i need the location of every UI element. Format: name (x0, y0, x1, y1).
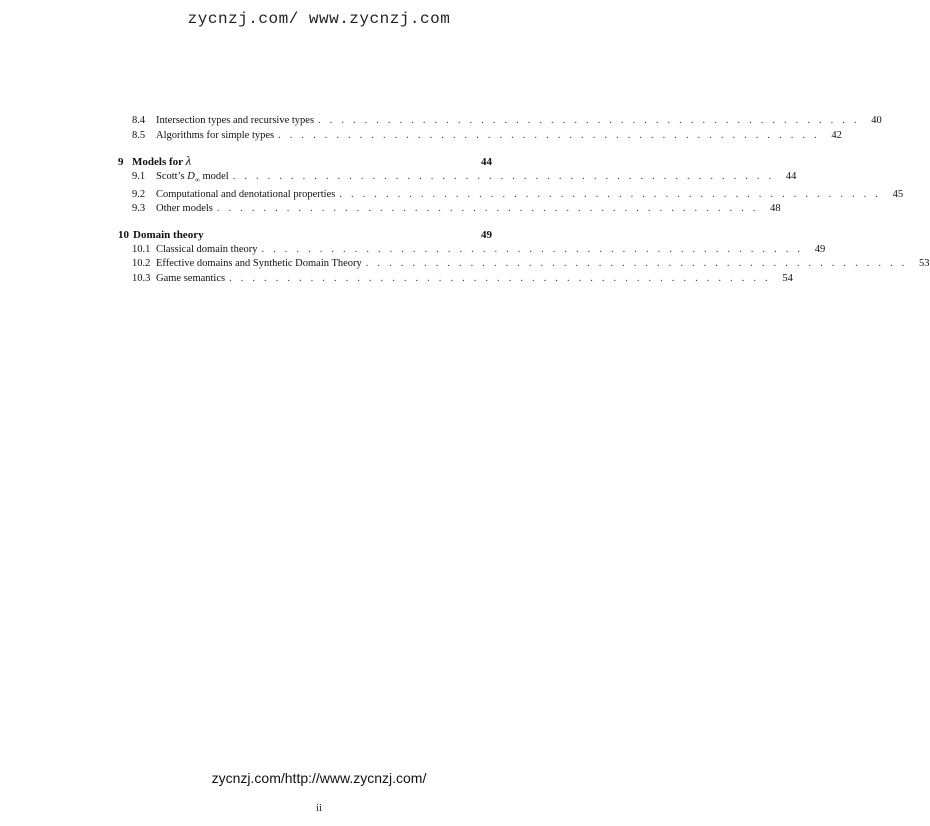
page-number: ii (316, 803, 322, 814)
toc-entry-10-3[interactable] (118, 272, 793, 287)
toc-entry-9-1[interactable] (118, 170, 797, 188)
toc-entry-9-2[interactable] (118, 188, 904, 203)
table-of-contents (118, 114, 930, 286)
toc-entry-page: 48 (770, 203, 781, 215)
toc-entry-9-3[interactable] (118, 202, 781, 217)
math-infinity: ∞ (194, 176, 200, 185)
chapter-number: 9 (118, 156, 124, 168)
chapter-title: Domain theory (133, 228, 204, 241)
toc-entry-title: Effective domains and Synthetic Domain Theory (156, 258, 362, 270)
toc-chapter-10[interactable] (118, 228, 492, 243)
toc-entry-title: Algorithms for simple types (156, 129, 275, 141)
chapter-page: 49 (481, 228, 492, 241)
toc-entry-page: 44 (785, 171, 797, 182)
toc-entry-number: 10.1 (132, 243, 151, 255)
dot-leader: . . . . . . . . . . . . . . . . . . . . . . . . . . . . . . . . . . . . . . . . . . . . . . . (232, 171, 775, 182)
toc-entry-number: 9.2 (132, 188, 146, 200)
toc-entry-title (156, 170, 233, 188)
title-prefix: Scott’s (156, 171, 188, 182)
toc-entry-number: 10.2 (132, 258, 151, 270)
header-watermark: zycnzj.com/ www.zycnzj.com (187, 10, 451, 28)
footer-watermark: zycnzj.com/http://www.zycnzj.com/ (211, 770, 427, 786)
toc-entry-page: 42 (831, 129, 842, 141)
toc-entry-number: 8.5 (132, 129, 146, 141)
dot-leader: . . . . . . . . . . . . . . . . . . . . . . . . . . . . . . . . . . . . . . . . . . . . . . . (216, 203, 759, 215)
toc-entry-title: Intersection types and recursive types (156, 115, 315, 126)
chapter-page: 44 (481, 156, 492, 168)
toc-entry-page: 54 (782, 272, 793, 284)
toc-chapter-9[interactable] (118, 153, 492, 170)
toc-entry-title: Computational and denotational properties (156, 188, 336, 200)
toc-entry-page: 49 (814, 243, 826, 255)
dot-leader: . . . . . . . . . . . . . . . . . . . . . . . . . . . . . . . . . . . . . . . . . . . . . . . (278, 129, 820, 141)
toc-entry-number: 10.3 (132, 272, 151, 284)
lambda-symbol: λ (185, 153, 192, 168)
toc-entry-8-4[interactable] (118, 114, 882, 129)
toc-entry-title: Game semantics (156, 272, 226, 284)
toc-entry-10-2[interactable] (118, 257, 930, 272)
dot-leader: . . . . . . . . . . . . . . . . . . . . . . . . . . . . . . . . . . . . . . . . . . . . . . . (318, 115, 860, 126)
chapter-number: 10 (118, 228, 129, 241)
title-suffix: model (199, 171, 229, 182)
toc-entry-title: Other models (156, 203, 213, 215)
toc-entry-page: 45 (892, 188, 904, 200)
dot-leader: . . . . . . . . . . . . . . . . . . . . . . . . . . . . . . . . . . . . . . . . . . . . . . . (365, 258, 908, 270)
dot-leader: . . . . . . . . . . . . . . . . . . . . . . . . . . . . . . . . . . . . . . . . . . . . . . . (229, 272, 771, 284)
dot-leader: . . . . . . . . . . . . . . . . . . . . . . . . . . . . . . . . . . . . . . . . . . . . . . . (339, 188, 882, 200)
toc-entry-page: 40 (871, 115, 882, 126)
dot-leader: . . . . . . . . . . . . . . . . . . . . . . . . . . . . . . . . . . . . . . . . . . . . . . . (261, 243, 804, 255)
toc-entry-8-5[interactable] (118, 129, 842, 144)
toc-entry-number: 9.1 (132, 171, 146, 182)
toc-entry-title: Classical domain theory (156, 243, 258, 255)
toc-entry-number: 9.3 (132, 203, 146, 215)
chapter-title-text: Models for (132, 156, 186, 168)
toc-entry-page: 53 (919, 258, 930, 270)
math-d: D (187, 171, 195, 182)
toc-entry-number: 8.4 (132, 115, 146, 126)
toc-entry-10-1[interactable] (118, 243, 826, 258)
chapter-title (132, 153, 470, 170)
